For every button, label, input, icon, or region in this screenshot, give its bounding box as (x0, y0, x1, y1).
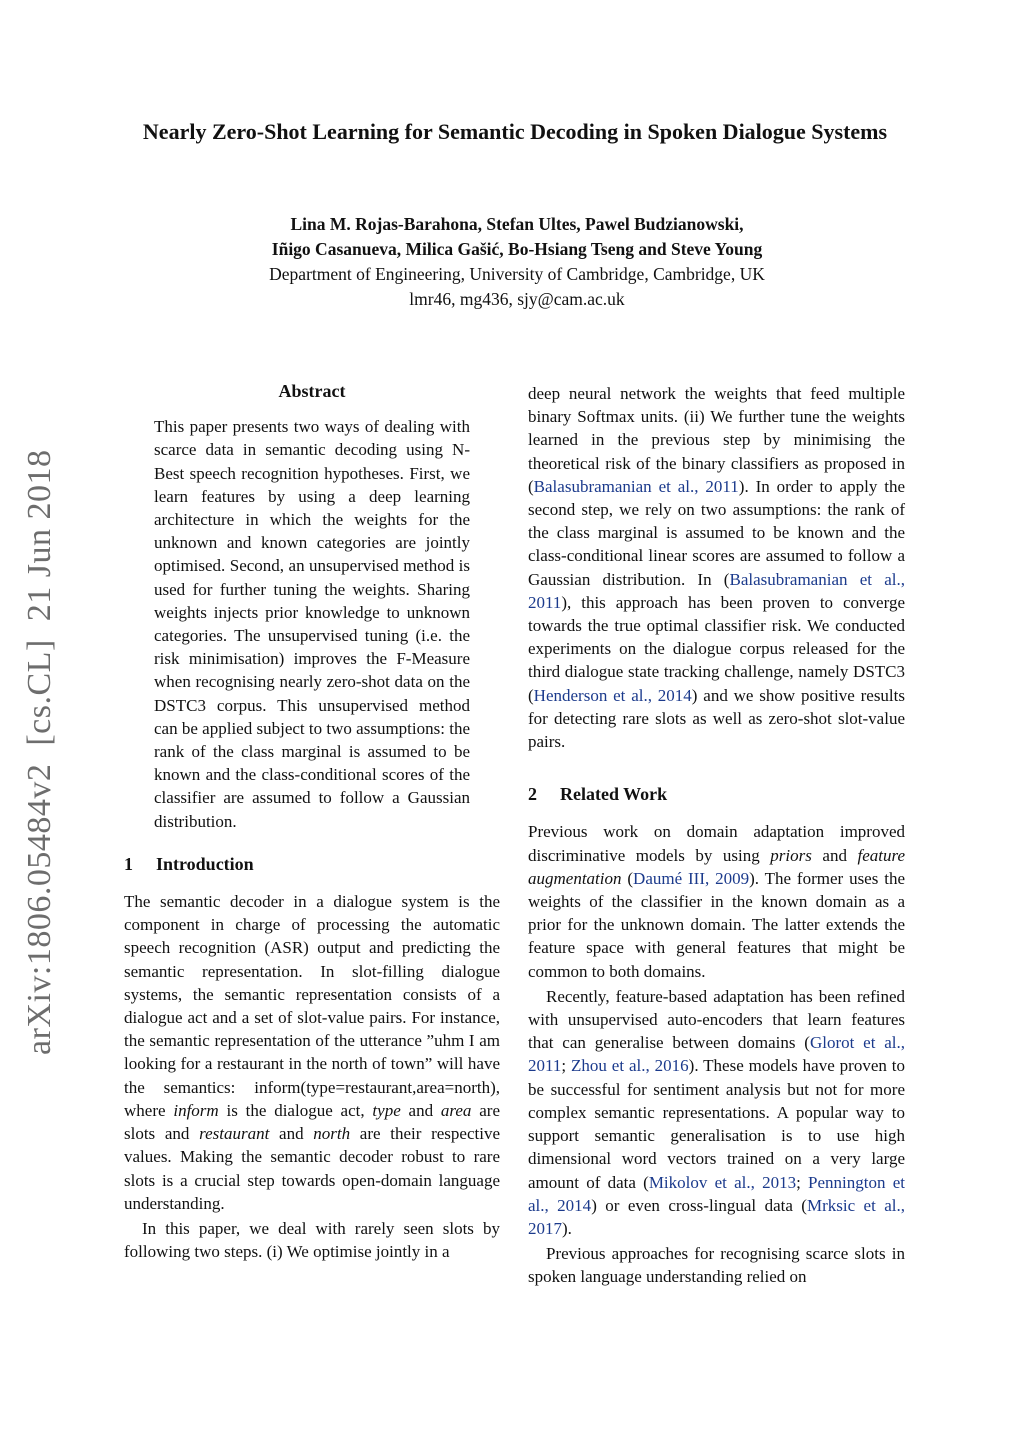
citation-link[interactable]: Glorot et al., 2011 (528, 1033, 905, 1076)
citation-link[interactable]: Balasubramanian et al., 2011 (533, 476, 739, 496)
intro-paragraph-1: The semantic decoder in a dialogue system is the component in charge of processing the automatic speech recognition (ASR) output and predicting the semantic representation. In slot-filling dialogue systems, the semantic representation consists of a dialogue act and a set of slot-value pairs. For instance, the semantic representation of the utterance ”uhm I am looking for a restaurant in the north of town” will have the semantics: inform(type=restaurant,area=north), where inform is the dialogue act, type and area are slots and restaurant and north are their respective values. Making the semantic decoder robust to rare slots is a crucial step towards open-domain language understanding. (124, 892, 500, 1213)
intro-paragraph-2: In this paper, we deal with rarely seen slots by following two steps. (i) We optimise jointly in a (124, 1218, 500, 1262)
citation-link[interactable]: Mrksic et al., 2017 (528, 1195, 905, 1238)
section-number: 1 (124, 853, 133, 874)
author-names-line-2: Iñigo Casanueva, Milica Gašić, Bo-Hsiang Tseng and Steve Young (271, 239, 763, 259)
section-number: 2 (528, 784, 537, 805)
section-title: Related Work (560, 784, 668, 805)
citation-link[interactable]: Pennington et al., 2014 (528, 1172, 905, 1215)
section-heading-introduction (124, 853, 500, 876)
affiliation: Department of Engineering, University of Cambridge, Cambridge, UK (269, 264, 765, 284)
intro-paragraph-2-continued: deep neural network the weights that feed multiple binary Softmax units. (ii) We further tune the weights learned in the previous step by minimising the theoretical risk of the binary classifiers as proposed in (Balasubramanian et al., 2011). In order to apply the second step, we rely on two assumptions: the rank of the class marginal is assumed to be known and the class-conditional linear scores are assumed to follow a Gaussian distribution. In (Balasubramanian et al., 2011), this approach has been proven to converge towards the true optimal classifier risk. We conducted experiments on the dialogue corpus released for the third dialogue state tracking challenge, namely DSTC3 (Henderson et al., 2014) and we show positive results for detecting rare slots as well as zero-shot slot-value pairs. (528, 384, 905, 752)
section-heading-related-work (528, 783, 905, 806)
left-column (124, 380, 500, 1263)
citation-link[interactable]: Henderson et al., 2014 (533, 685, 692, 705)
author-block (150, 212, 884, 312)
author-names-line-1: Lina M. Rojas-Barahona, Stefan Ultes, Pawel Budzianowski, (290, 214, 744, 234)
related-paragraph-2: Recently, feature-based adaptation has been refined with unsupervised auto-encoders that learn features that can generalise between domains (Glorot et al., 2011; Zhou et al., 2016). These models have proven to be successful for sentiment analysis but not for more complex semantic representations. A popular way to support semantic generalisation is to use high dimensional word vectors trained on a very large amount of data (Mikolov et al., 2013; Pennington et al., 2014) or even cross-lingual data (Mrksic et al., 2017). (528, 986, 906, 1238)
right-column (528, 382, 905, 1289)
abstract-heading: Abstract (278, 381, 346, 401)
paper-title: Nearly Zero-Shot Learning for Semantic Decoding in Spoken Dialogue Systems (142, 119, 888, 144)
citation-link[interactable]: Zhou et al., 2016 (571, 1056, 689, 1076)
section-title: Introduction (156, 853, 254, 874)
abstract-text: This paper presents two ways of dealing with scarce data in semantic decoding using N-Best speech recognition hypotheses. First, we learn features by using a deep learning architecture in which the weights for the unknown and known categories are jointly optimised. Second, an unsupervised method is used for further tuning the weights. Sharing weights injects prior knowledge to unknown categories. The unsupervised tuning (i.e. the risk minimisation) improves the F-Measure when recognising nearly zero-shot data on the DSTC3 corpus. This unsupervised method can be applied subject to two assumptions: the rank of the class marginal is assumed to be known and the class-conditional scores of the classifier are assumed to follow a Gaussian distribution. (154, 417, 470, 831)
author-emails: lmr46, mg436, sjy@cam.ac.uk (409, 289, 625, 309)
citation-link[interactable]: Balasubramanian et al., 2011 (528, 569, 905, 612)
related-paragraph-1: Previous work on domain adaptation improved discriminative models by using priors and feature augmentation (Daumé III, 2009). The former uses the weights of the classifier in the known domain as a prior for the unknown domain. The latter extends the feature space with general features that might be common to both domains. (528, 822, 905, 981)
arxiv-identifier-stamp[interactable]: arXiv:1806.05484v2 [cs.CL] 21 Jun 2018 (21, 449, 58, 1055)
citation-link[interactable]: Mikolov et al., 2013 (648, 1172, 797, 1192)
related-paragraph-3: Previous approaches for recognising scarce slots in spoken language understanding relied on (528, 1244, 905, 1287)
citation-link[interactable]: Daumé III, 2009 (633, 868, 750, 888)
